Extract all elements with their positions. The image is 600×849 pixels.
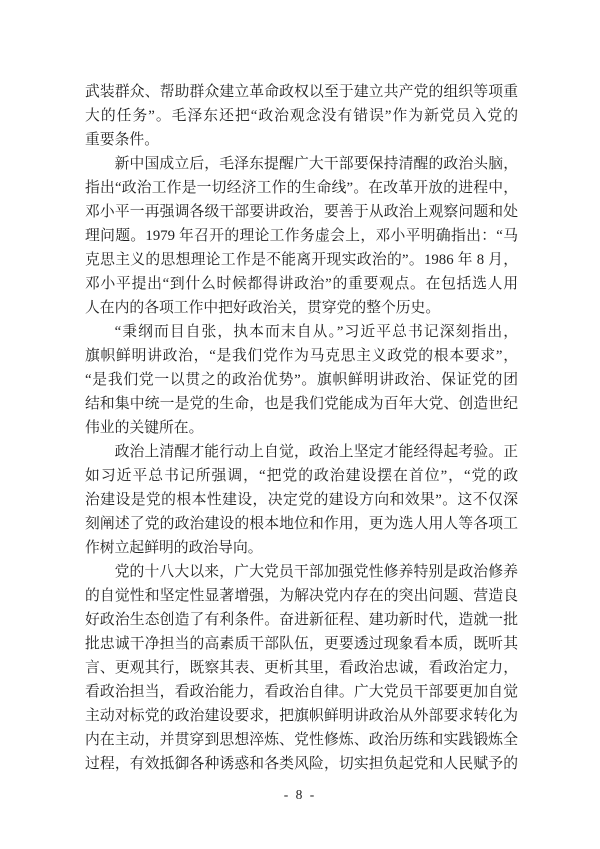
text-line: 言、更观其行，既察其表、更析其里，看政治忠诚，看政治定力， (85, 660, 518, 676)
text-line: “秉纲而目自张，执本而末自从。”习近平总书记深刻指出， (114, 324, 518, 340)
text-line: 主动对标党的政治建设要求，把旗帜鲜明讲政治从外部要求转化为 (85, 708, 518, 724)
text-line: 指出“政治工作是一切经济工作的生命线”。在改革开放的进程中， (85, 180, 518, 196)
paragraph (85, 440, 518, 560)
text-line: 内在主动，并贯穿到思想淬炼、党性修炼、政治历练和实践锻炼全 (85, 732, 518, 748)
text-line: 克思主义的思想理论工作是不能离开现实政治的”。1986 年 8 月， (85, 252, 518, 268)
text-line: 大的任务”。毛泽东还把“政治观念没有错误”作为新党员入党的 (85, 108, 518, 124)
text-line: 如习近平总书记所强调，“把党的政治建设摆在首位”，“党的政 (85, 468, 518, 484)
document-body (85, 80, 518, 776)
text-line: 重要条件。 (85, 132, 159, 148)
paragraph (85, 320, 518, 440)
text-line: 人在内的各项工作中把好政治关，贯穿党的整个历史。 (85, 300, 441, 316)
text-line: 新中国成立后，毛泽东提醒广大干部要保持清醒的政治头脑， (114, 156, 518, 172)
text-line: 作树立起鲜明的政治导向。 (85, 540, 263, 556)
text-line: 的自觉性和坚定性显著增强，为解决党内存在的突出问题、营造良 (85, 588, 518, 604)
text-line: 理问题。1979 年召开的理论工作务虚会上，邓小平明确指出：“马 (85, 228, 518, 244)
page-footer (0, 786, 600, 804)
text-line: 政治上清醒才能行动上自觉，政治上坚定才能经得起考验。正 (114, 444, 518, 460)
paragraph (85, 152, 518, 320)
paragraph (85, 560, 518, 776)
text-line: 邓小平一再强调各级干部要讲政治，要善于从政治上观察问题和处 (85, 204, 518, 220)
text-line: 武装群众、帮助群众建立革命政权以至于建立共产党的组织等项重 (85, 84, 518, 100)
text-line: 批忠诚干净担当的高素质干部队伍，更要透过现象看本质，既听其 (85, 636, 518, 652)
paragraph (85, 80, 518, 152)
text-line: 邓小平提出“到什么时候都得讲政治”的重要观点。在包括选人用 (85, 276, 518, 292)
text-line: “是我们党一以贯之的政治优势”。旗帜鲜明讲政治、保证党的团 (85, 372, 518, 388)
text-line: 党的十八大以来，广大党员干部加强党性修养特别是政治修养 (114, 564, 518, 580)
text-line: 过程，有效抵御各种诱惑和各类风险，切实担负起党和人民赋予的 (85, 756, 518, 772)
text-line: 旗帜鲜明讲政治，“是我们党作为马克思主义政党的根本要求”， (85, 348, 518, 364)
text-line: 刻阐述了党的政治建设的根本地位和作用，更为选人用人等各项工 (85, 516, 518, 532)
text-line: 结和集中统一是党的生命，也是我们党能成为百年大党、创造世纪 (85, 396, 518, 412)
text-line: 看政治担当，看政治能力，看政治自律。广大党员干部要更加自觉 (85, 684, 518, 700)
text-line: 伟业的关键所在。 (85, 420, 204, 436)
text-line: 治建设是党的根本性建设，决定党的建设方向和效果”。这不仅深 (85, 492, 518, 508)
page-number: - 8 - (283, 787, 317, 802)
text-line: 好政治生态创造了有利条件。奋进新征程、建功新时代，造就一批 (85, 612, 518, 628)
